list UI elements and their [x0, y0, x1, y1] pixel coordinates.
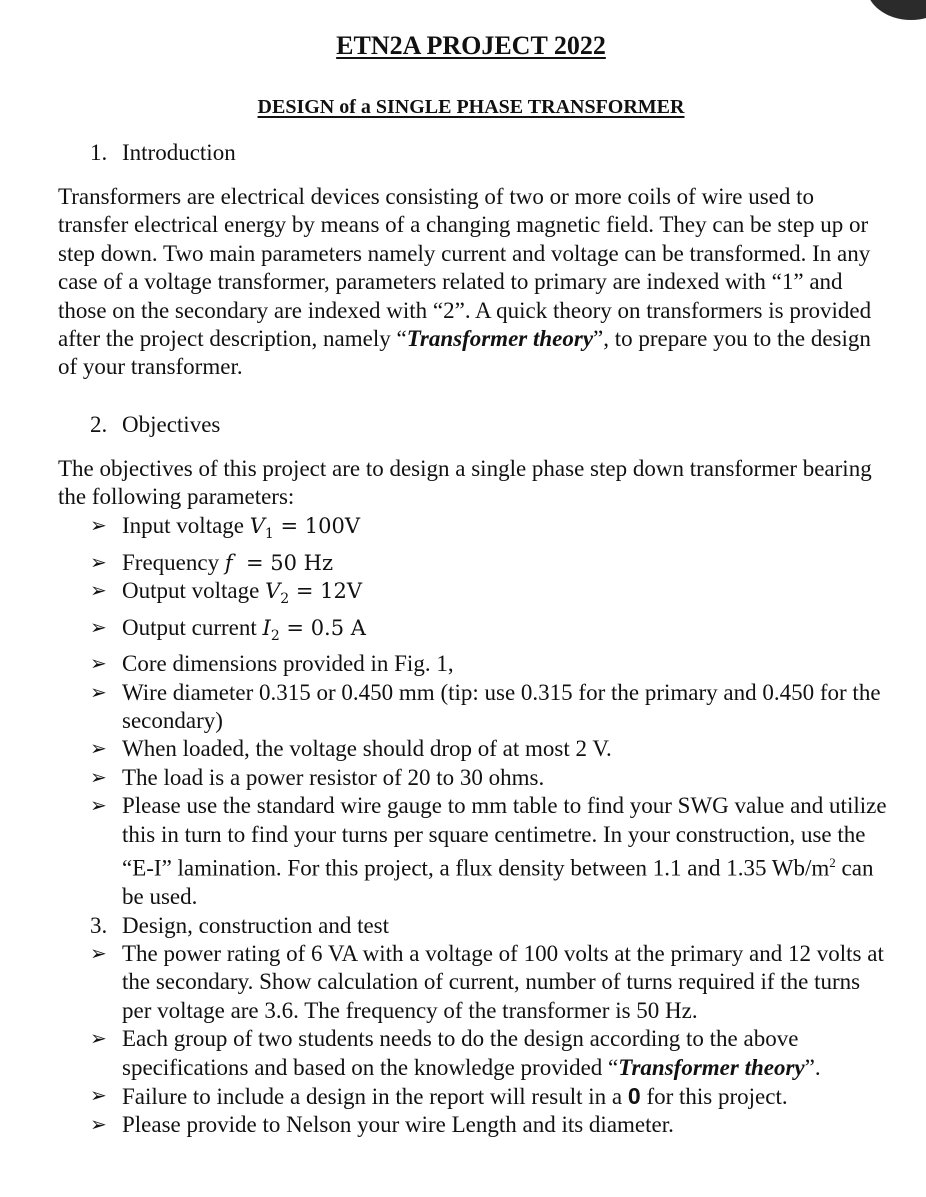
list-item: [58, 650, 888, 678]
math-subscript: 1: [264, 526, 274, 543]
list-item: [58, 940, 888, 1025]
item-value: 0.5 A: [310, 615, 366, 640]
item-value: 12V: [320, 579, 363, 603]
math-subscript: 2: [270, 627, 280, 644]
math-operator: =: [273, 514, 305, 538]
list-item: [58, 735, 888, 763]
section-heading-introduction: [90, 139, 236, 167]
page-subtitle: DESIGN of a SINGLE PHASE TRANSFORMER: [257, 96, 685, 118]
arrow-bullet-icon: ➢: [90, 1084, 107, 1107]
arrow-bullet-icon: ➢: [90, 681, 107, 704]
arrow-bullet-icon: ➢: [90, 1114, 107, 1137]
math-operator: =: [289, 579, 321, 603]
item-label: Frequency: [122, 549, 225, 575]
list-item: [58, 614, 888, 651]
list-item: [58, 1111, 888, 1139]
section-title: Objectives: [122, 412, 221, 437]
item-text: Please provide to Nelson your wire Length and its diameter.: [122, 1112, 674, 1138]
arrow-bullet-icon: ➢: [90, 1028, 107, 1051]
item-text: can be used.: [122, 855, 874, 910]
list-item: [58, 792, 888, 911]
page-title: ETN2A PROJECT 2022: [336, 31, 606, 60]
item-value: 50 Hz: [270, 550, 334, 575]
item-value: 100V: [304, 514, 361, 538]
item-text: Core dimensions provided in Fig. 1,: [122, 651, 454, 677]
math-operator: =: [279, 615, 311, 640]
list-item: [58, 577, 888, 614]
arrow-bullet-icon: ➢: [90, 551, 107, 574]
item-text: ”.: [804, 1054, 821, 1080]
superscript: 2: [829, 855, 836, 871]
item-text: When loaded, the voltage should drop of at most 2 V.: [122, 736, 612, 762]
item-text: Please use the standard wire gauge to mm table to find your SWG value and utilize this in turn to find your turns per square centimetre. In your construction, use the “E-I” lamination. For this project, a flux density between 1.1 and 1.35 Wb/m: [122, 793, 887, 881]
section-heading-objectives: [90, 411, 220, 439]
item-text: Each group of two students needs to do the design according to the above specifications and based on the knowledge provided “: [122, 1026, 799, 1080]
arrow-bullet-icon: ➢: [90, 942, 107, 965]
list-item: [58, 1082, 888, 1111]
item-label: Output voltage: [122, 578, 266, 603]
list-item: [58, 512, 888, 549]
section-number: 1.: [90, 140, 108, 165]
math-variable: V: [249, 514, 265, 538]
item-text: The load is a power resistor of 20 to 30 ohms.: [122, 764, 545, 790]
parameter-list: [58, 512, 888, 1140]
math-subscript: 2: [280, 591, 290, 608]
arrow-bullet-icon: ➢: [90, 515, 107, 537]
section-heading-design: [58, 912, 888, 940]
math-variable: V: [265, 579, 281, 603]
list-item: [58, 764, 888, 792]
item-text: The power rating of 6 VA with a voltage of 100 volts at the primary and 12 volts at the secondary. Show calculation of current, number of turns required if the turns per voltage are 3.6. The frequency of the transformer is 50 Hz.: [122, 940, 884, 1023]
arrow-bullet-icon: ➢: [90, 795, 107, 818]
item-text: Failure to include a design in the report will result in a: [122, 1083, 628, 1109]
arrow-bullet-icon: ➢: [90, 738, 107, 761]
item-label: Output current: [122, 614, 263, 640]
item-label: Input voltage: [122, 513, 250, 538]
math-variable: f: [224, 550, 233, 575]
bold-grade: 0: [627, 1082, 641, 1109]
arrow-bullet-icon: ➢: [90, 653, 107, 676]
emphasis-text: Transformer theory: [618, 1054, 805, 1080]
item-text: for this project.: [640, 1083, 788, 1109]
section-number: 2.: [90, 412, 108, 437]
arrow-bullet-icon: ➢: [90, 616, 107, 639]
arrow-bullet-icon: ➢: [90, 766, 107, 789]
section-title: Introduction: [122, 140, 236, 165]
item-text: Wire diameter 0.315 or 0.450 mm (tip: use 0.315 for the primary and 0.450 for the secondary): [122, 679, 881, 733]
paragraph-text: ”, to prepare you to the design of your transformer.: [58, 326, 871, 380]
section-title: Design, construction and test: [122, 912, 390, 938]
emphasis-text: Transformer theory: [406, 326, 594, 352]
arrow-bullet-icon: ➢: [90, 580, 107, 602]
section-number: 3.: [90, 912, 108, 938]
paragraph-text: Transformers are electrical devices consisting of two or more coils of wire used to transfer electrical energy by means of a changing magnetic field. They can be step up or step down. Two main parameters namely current and voltage can be transformed. In any case of a voltage transformer, parameters related to primary are indexed with “1” and those on the secondary are indexed with “2”. A quick theory on transformers is provided after the project description, namely “: [58, 184, 872, 352]
list-item: [58, 1025, 888, 1082]
objectives-paragraph: The objectives of this project are to design a single phase step down transformer bearing the following parameters:: [58, 456, 872, 510]
list-item: [58, 679, 888, 736]
list-item: [58, 549, 888, 577]
math-operator: =: [232, 550, 271, 575]
corner-shadow: [866, 0, 926, 20]
introduction-paragraph: [58, 183, 888, 382]
math-variable: I: [262, 615, 271, 640]
